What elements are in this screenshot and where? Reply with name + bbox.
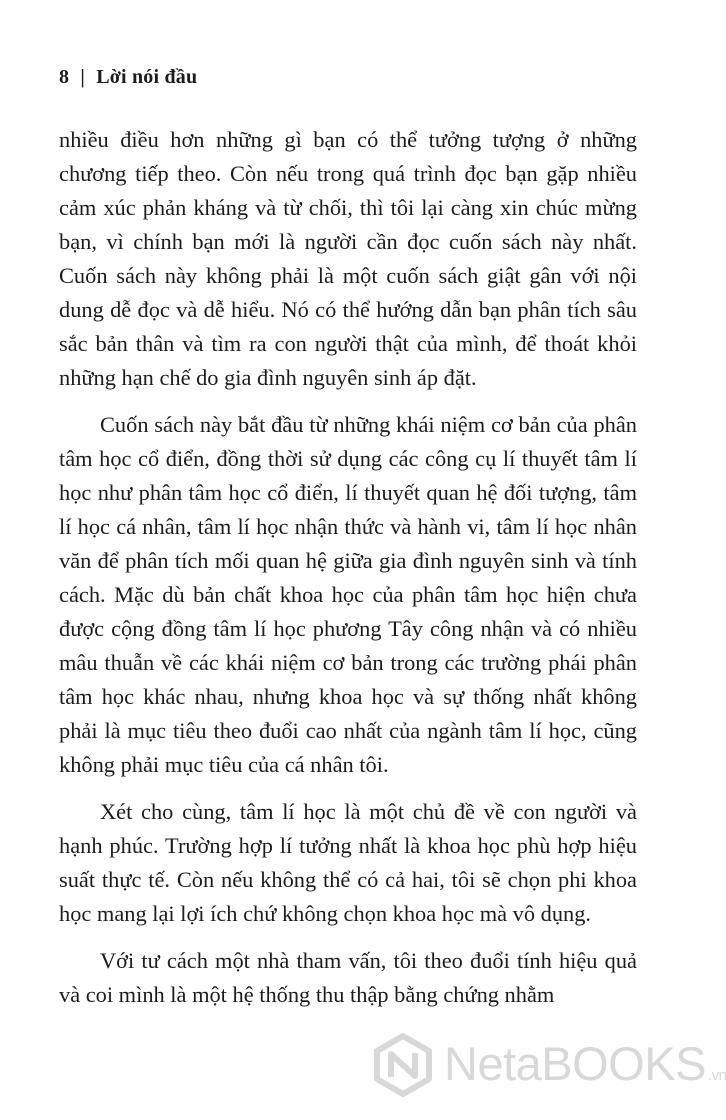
paragraph-continued: nhiều điều hơn những gì bạn có thể tưởng tượng ở những chương tiếp theo. Còn nếu trong quá trình đọc bạn gặp nhiều cảm xúc phản kháng và từ chối, thì tôi lại càng xin chúc mừng bạn, vì chính bạn mới là người cần đọc cuốn sách này nhất. Cuốn sách này không phải là một cuốn sách giật gân với nội dung dễ đọc và dễ hiểu. Nó có thể hướng dẫn bạn phân tích sâu sắc bản thân và tìm ra con người thật của mình, để thoát khỏi những hạn chế do gia đình nguyên sinh áp đặt. [59,127,637,390]
paragraph: Với tư cách một nhà tham vấn, tôi theo đuổi tính hiệu quả và coi mình là một hệ thống thu thập bằng chứng nhằm [59,948,637,1007]
page-number: 8 [59,66,70,88]
neta-n-logo-icon [370,1032,436,1098]
watermark-text [444,1036,726,1091]
body-text [59,123,637,1012]
chapter-title: Lời nói đầu [96,66,198,88]
watermark-brand: NetaBOOKS [444,1037,706,1090]
paragraph: Cuốn sách này bắt đầu từ những khái niệm cơ bản của phân tâm học cổ điển, đồng thời sử dụng các công cụ lí thuyết tâm lí học như phân tâm học cổ điển, lí thuyết quan hệ đối tượng, tâm lí học cá nhân, tâm lí học nhận thức và hành vi, tâm lí học nhân văn để phân tích mối quan hệ giữa gia đình nguyên sinh và tính cách. Mặc dù bản chất khoa học của phân tâm học hiện chưa được cộng đồng tâm lí học phương Tây công nhận và có nhiều mâu thuẫn về các khái niệm cơ bản trong các trường phái phân tâm học khác nhau, nhưng khoa học và sự thống nhất không phải là mục tiêu theo đuổi cao nhất của ngành tâm lí học, cũng không phải mục tiêu của cá nhân tôi. [59,412,637,777]
watermark [370,1026,726,1106]
header-separator: | [80,66,86,88]
running-head [59,66,197,89]
watermark-suffix: .vn [707,1067,726,1084]
paragraph: Xét cho cùng, tâm lí học là một chủ đề về con người và hạnh phúc. Trường hợp lí tưởng nhất là khoa học phù hợp hiệu suất thực tế. Còn nếu không thể có cả hai, tôi sẽ chọn phi khoa học mang lại lợi ích chứ không chọn khoa học mà vô dụng. [59,799,637,926]
